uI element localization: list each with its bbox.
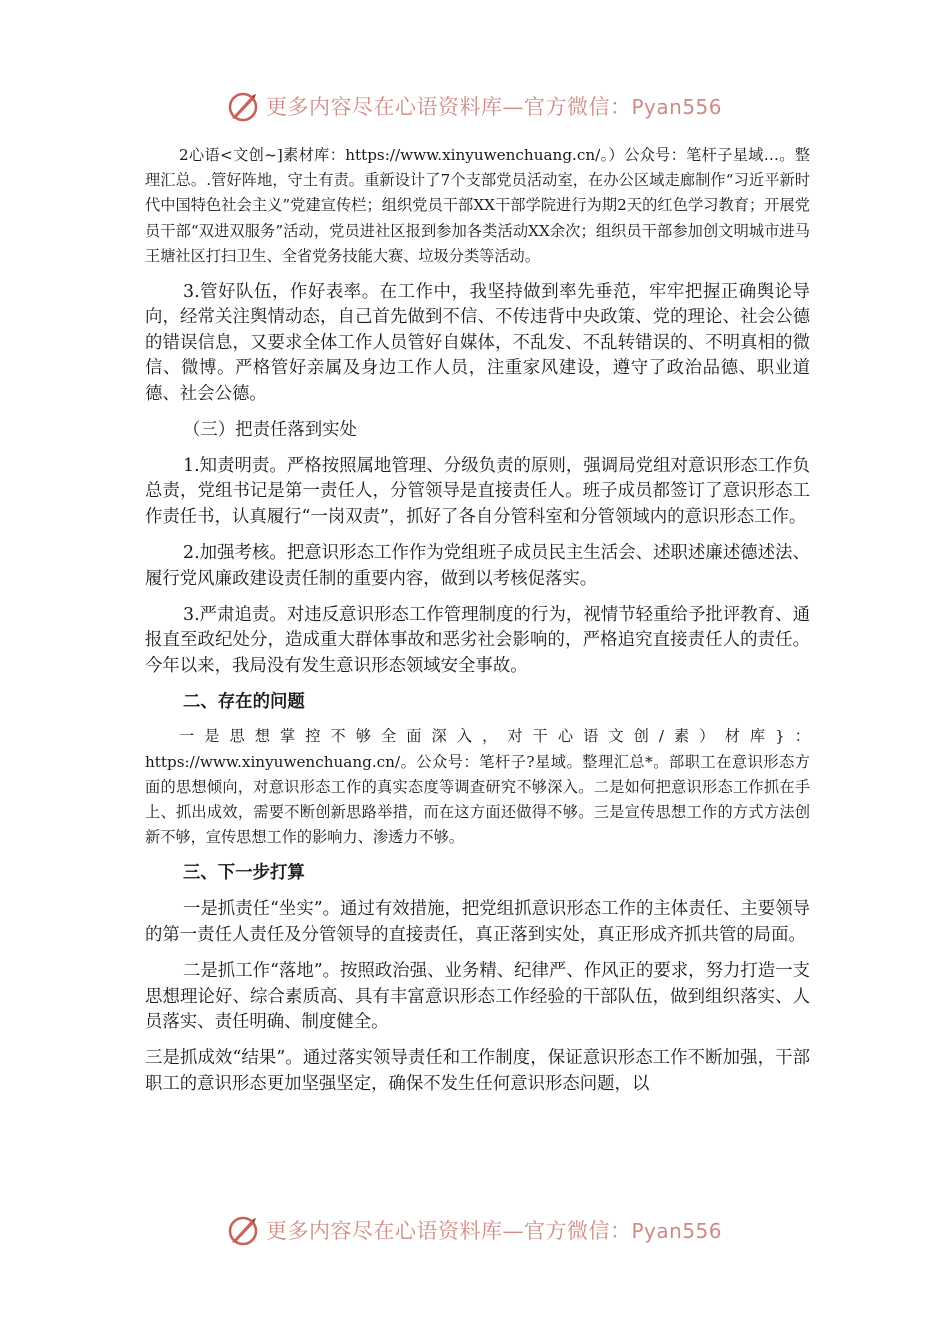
watermark-text: 更多内容尽在心语资料库—官方微信：Pyan556: [266, 1219, 723, 1243]
pen-circle-logo-icon: [226, 1212, 262, 1248]
watermark-text: 更多内容尽在心语资料库—官方微信：Pyan556: [266, 95, 723, 119]
section-heading-next-steps: 三、下一步打算: [183, 863, 305, 884]
header-watermark: [226, 86, 726, 126]
paragraph-problems: 一是思想掌控不够全面深入，对干心语文创/素）材库}：https://www.xinyuwenchuang.cn/。公众号：笔杆子?星域。整理汇总*。部职工在意识形态方面的思想倾向，对意识形态工作的真实态度等调查研究不够深入。二是如何把意识形态工作抓在手上、抓出成效，需要不断创新思路举措，而在这方面还做得不够。三是宣传思想工作的方式方法创新不够，宣传思想工作的影响力、渗透力不够。: [145, 727, 810, 847]
paragraph-know-responsibility: 1.知责明责。严格按照属地管理、分级负责的原则，强调局党组对意识形态工作负总责，党组书记是第一责任人，分管领导是直接责任人。班子成员都签订了意识形态工作责任书，认真履行“一岗双责”，抓好了各自分管科室和分管领域内的意识形态工作。: [145, 456, 810, 527]
paragraph-assessment: 2.加强考核。把意识形态工作作为党组班子成员民主生活会、述职述廉述德述法、履行党风廉政建设责任制的重要内容，做到以考核促落实。: [145, 543, 810, 589]
section-heading-responsibility: （三）把责任落到实处: [183, 420, 357, 441]
footer-watermark: [226, 1210, 726, 1250]
paragraph-next-1: 一是抓责任“坐实”。通过有效措施，把党组抓意识形态工作的主体责任、主要领导的第一责任人责任及分管领导的直接责任，真正落到实处，真正形成齐抓共管的局面。: [145, 899, 810, 945]
paragraph-accountability: 3.严肃追责。对违反意识形态工作管理制度的行为，视情节轻重给予批评教育、通报直至政纪处分，造成重大群体事故和恶劣社会影响的，严格追究直接责任人的责任。今年以来，我局没有发生意识形态领域安全事故。: [145, 605, 810, 676]
paragraph-positions: 2心语<文创~]素材库：https://www.xinyuwenchuang.cn/。）公众号：笔杆子星域…。整理汇总。.管好阵地，守土有责。重新设计了7个支部党员活动室，在办公区域走廊制作“习近平新时代中国特色社会主义”党建宣传栏；组织党员干部XX干部学院进行为期2天的红色学习教育；开展党员干部“双进双服务”活动，党员进社区报到参加各类活动XX余次；组织员干部参加创文明城市进马王塘社区打扫卫生、全省党务技能大赛、垃圾分类等活动。: [145, 146, 810, 265]
paragraph-next-3: 三是抓成效“结果”。通过落实领导责任和工作制度，保证意识形态工作不断加强，干部职工的意识形态更加坚强坚定，确保不发生任何意识形态问题，以: [145, 1048, 810, 1094]
document-body: [145, 143, 810, 1097]
paragraph-team: 3.管好队伍，作好表率。在工作中，我坚持做到率先垂范，牢牢把握正确舆论导向，经常关注舆情动态，自己首先做到不信、不传违背中央政策、党的理论、社会公德的错误信息，又要求全体工作人员管好自媒体，不乱发、不乱转错误的、不明真相的微信、微博。严格管好亲属及身边工作人员，注重家风建设，遵守了政治品德、职业道德、社会公德。: [145, 282, 810, 404]
paragraph-next-2: 二是抓工作“落地”。按照政治强、业务精、纪律严、作风正的要求，努力打造一支思想理论好、综合素质高、具有丰富意识形态工作经验的干部队伍，做到组织落实、人员落实、责任明确、制度健全。: [145, 961, 810, 1032]
pen-circle-logo-icon: [226, 88, 262, 124]
section-heading-problems: 二、存在的问题: [183, 692, 305, 713]
